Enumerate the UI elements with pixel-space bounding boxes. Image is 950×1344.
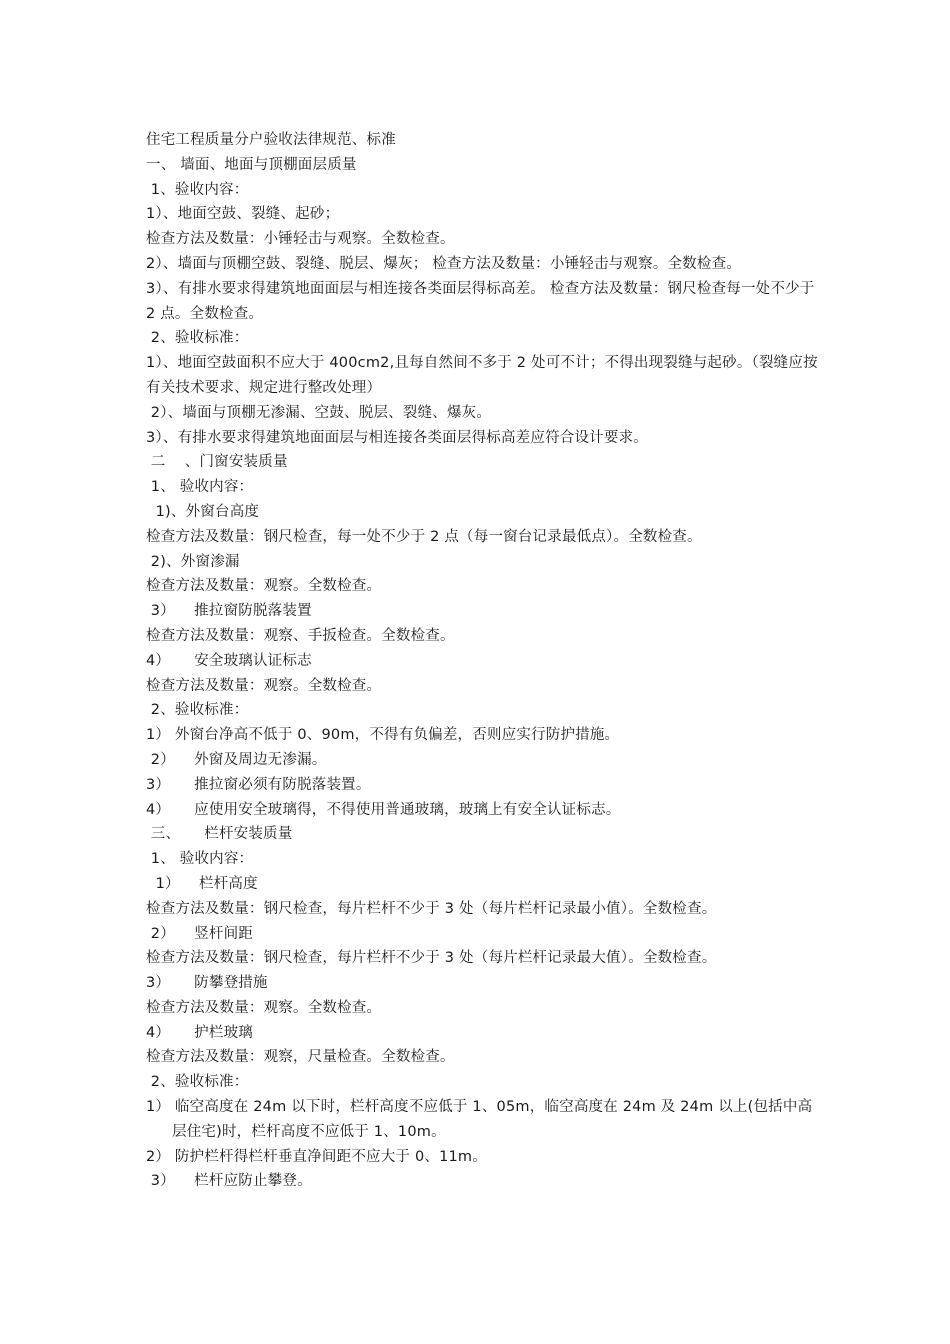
list-item: 2） 竖杆间距 (146, 925, 253, 942)
standard-item: 2） 外窗及周边无渗漏。 (146, 751, 327, 768)
section-heading-2: 二 、门窗安装质量 (146, 454, 288, 471)
standard-item: 3） 栏杆应防止攀登。 (146, 1173, 312, 1190)
list-item: 1）、地面空鼓、裂缝、起砂； (146, 206, 340, 223)
list-item: 4） 安全玻璃认证标志 (146, 652, 312, 669)
section-heading-3: 三、 栏杆安装质量 (146, 826, 293, 843)
check-method: 检查方法及数量：观察。全数检查。 (146, 578, 382, 595)
list-item: 4） 护栏玻璃 (146, 1024, 253, 1041)
check-method: 检查方法及数量：观察。全数检查。 (146, 677, 382, 694)
standard-item: 1） 外窗台净高不低于 0、90m，不得有负偏差，否则应实行防护措施。 (146, 727, 620, 744)
standard-item: 4） 应使用安全玻璃得，不得使用普通玻璃，玻璃上有安全认证标志。 (146, 801, 621, 818)
standard-item: 3） 推拉窗必须有防脱落装置。 (146, 776, 371, 793)
subsection-heading: 1、 验收内容： (146, 479, 254, 496)
check-method: 检查方法及数量：观察、手扳检查。全数检查。 (146, 627, 455, 644)
subsection-heading: 2、验收标准： (146, 702, 249, 719)
subsection-heading: 1、 验收内容： (146, 851, 254, 868)
document-title: 住宅工程质量分户验收法律规范、标准 (146, 132, 396, 148)
list-item: 2)、外窗渗漏 (146, 553, 240, 570)
list-item: 3） 防攀登措施 (146, 975, 268, 992)
standard-item: 1）、地面空鼓面积不应大于 400cm2,且每自然间不多于 2 处可不计；不得出现裂缝与起砂。（裂缝应按有关技术要求、规定进行整改处理） (146, 355, 818, 396)
subsection-heading: 1、验收内容： (146, 181, 249, 198)
check-method: 检查方法及数量：钢尺检查，每片栏杆不少于 3 处（每片栏杆记录最小值）。全数检查。 (146, 900, 717, 917)
check-method: 检查方法及数量：钢尺检查，每一处不少于 2 点（每一窗台记录最低点）。全数检查。 (146, 528, 702, 545)
subsection-heading: 2、验收标准： (146, 1074, 249, 1091)
section-heading-1: 一、 墙面、地面与顶棚面层质量 (146, 156, 357, 173)
list-item: 2）、墙面与顶棚空鼓、裂缝、脱层、爆灰； 检查方法及数量：小锤轻击与观察。全数检查。 (146, 255, 741, 272)
list-item: 3） 推拉窗防脱落装置 (146, 603, 312, 620)
list-item: 1)、外窗台高度 (146, 503, 260, 520)
list-item: 3）、有排水要求得建筑地面面层与相连接各类面层得标高差。 检查方法及数量：钢尺检查每一处不少于 2 点。全数检查。 (146, 280, 815, 322)
check-method: 检查方法及数量：钢尺检查，每片栏杆不少于 3 处（每片栏杆记录最大值）。全数检查。 (146, 950, 717, 967)
check-method: 检查方法及数量：观察，尺量检查。全数检查。 (146, 1049, 455, 1066)
list-item: 1） 栏杆高度 (146, 875, 258, 892)
standard-item: 1） 临空高度在 24m 以下时，栏杆高度不应低于 1、05m，临空高度在 24m 及 24m 以上(包括中高层住宅)时，栏杆高度不应低于 1、10m。 (146, 1099, 813, 1140)
document-body (146, 128, 818, 1194)
standard-item: 2）、墙面与顶棚无渗漏、空鼓、脱层、裂缝、爆灰。 (146, 404, 492, 421)
standard-item: 2） 防护栏杆得栏杆垂直净间距不应大于 0、11m。 (146, 1148, 487, 1165)
check-method: 检查方法及数量：小锤轻击与观察。全数检查。 (146, 231, 455, 248)
check-method: 检查方法及数量：观察。全数检查。 (146, 999, 382, 1016)
subsection-heading: 2、验收标准： (146, 330, 249, 347)
standard-item: 3）、有排水要求得建筑地面面层与相连接各类面层得标高差应符合设计要求。 (146, 429, 648, 446)
